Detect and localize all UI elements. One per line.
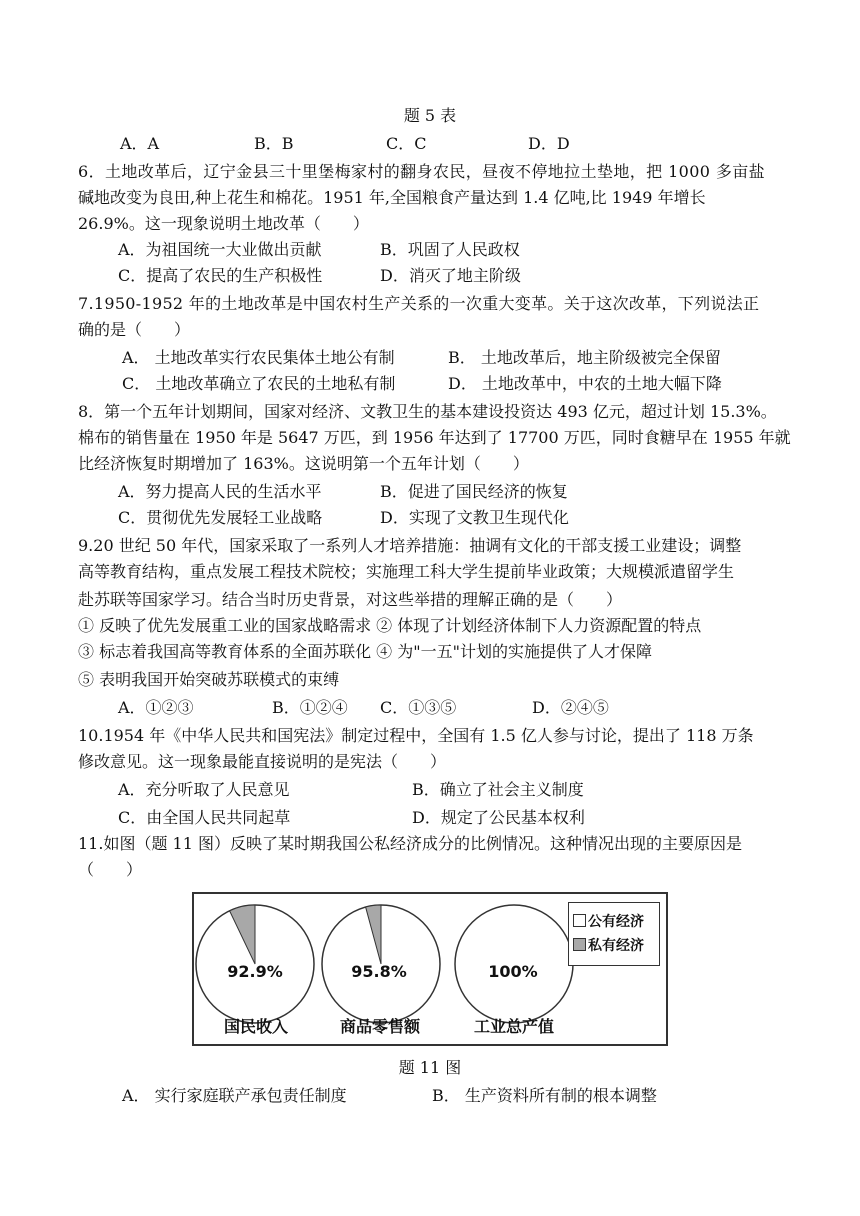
question-text: 赴苏联等国家学习。结合当时历史背景，对这些举措的理解正确的是（ ） bbox=[78, 590, 623, 609]
legend-label: 公有经济 bbox=[588, 914, 644, 930]
question-text: （ ） bbox=[78, 860, 143, 879]
pie-value-label: 95.8% bbox=[351, 962, 407, 981]
statement-line: ③ 标志着我国高等教育体系的全面苏联化 ④ 为"一五"计划的实施提供了人才保障 bbox=[78, 642, 652, 661]
legend-swatch bbox=[573, 914, 586, 927]
option-c: C．提高了农民的生产积极性 bbox=[118, 266, 323, 285]
question-text: 10.1954 年《中华人民共和国宪法》制定过程中，全国有 1.5 亿人参与讨论，提出了 118 万条 bbox=[78, 726, 754, 745]
figure-caption: 题 11 图 bbox=[398, 1058, 462, 1077]
question-text: 8．第一个五年计划期间，国家对经济、文教卫生的基本建设投资达 493 亿元，超过计划 15.3%。 bbox=[78, 402, 777, 421]
option-d: D．消灭了地主阶级 bbox=[380, 266, 521, 285]
option-a: A． 土地改革实行农民集体土地公有制 bbox=[122, 348, 395, 367]
option-b: B．确立了社会主义制度 bbox=[412, 780, 584, 799]
option-b: B．B bbox=[254, 134, 294, 153]
question-text: 高等教育结构，重点发展工程技术院校；实施理工科大学生提前毕业政策；大规模派遣留学生 bbox=[78, 562, 735, 581]
question-text: 11.如图（题 11 图）反映了某时期我国公私经济成分的比例情况。这种情况出现的主要原因是 bbox=[78, 834, 742, 853]
table-caption-q5: 题 5 表 bbox=[403, 106, 457, 125]
option-b: B．巩固了人民政权 bbox=[380, 240, 520, 259]
option-b: B．促进了国民经济的恢复 bbox=[380, 482, 568, 501]
question-text: 确的是（ ） bbox=[78, 320, 191, 339]
option-b: B． 土地改革后，地主阶级被完全保留 bbox=[448, 348, 721, 367]
option-a: A． 实行家庭联产承包责任制度 bbox=[122, 1086, 347, 1105]
option-b: B．①②④ bbox=[272, 698, 348, 717]
pie-category-label: 工业总产值 bbox=[473, 1017, 554, 1036]
pie-category-label: 商品零售额 bbox=[339, 1017, 420, 1036]
pie-chart-figure bbox=[192, 892, 668, 1046]
pie-value-label: 92.9% bbox=[227, 962, 283, 981]
option-c: C．C bbox=[386, 134, 427, 153]
legend-item-public bbox=[573, 911, 644, 933]
question-text: 9.20 世纪 50 年代，国家采取了一系列人才培养措施：抽调有文化的干部支援工业建设；调整 bbox=[78, 536, 742, 555]
statement-line: ① 反映了优先发展重工业的国家战略需求 ② 体现了计划经济体制下人力资源配置的特点 bbox=[78, 616, 702, 635]
question-text: 26.9%。这一现象说明土地改革（ ） bbox=[78, 214, 369, 233]
legend-item-private bbox=[573, 935, 644, 957]
question-text: 比经济恢复时期增加了 163%。这说明第一个五年计划（ ） bbox=[78, 454, 529, 473]
question-text: 修改意见。这一现象最能直接说明的是宪法（ ） bbox=[78, 752, 447, 771]
option-d: D．②④⑤ bbox=[532, 698, 609, 717]
pie-category-label: 国民收入 bbox=[223, 1017, 288, 1036]
chart-legend bbox=[568, 902, 660, 966]
question-text: 碱地改变为良田,种上花生和棉花。1951 年,全国粮食产量达到 1.4 亿吨,比 1949 年增长 bbox=[78, 188, 706, 207]
option-c: C． 土地改革确立了农民的土地私有制 bbox=[122, 374, 396, 393]
option-c: C．①③⑤ bbox=[380, 698, 457, 717]
question-text: 7.1950-1952 年的土地改革是中国农村生产关系的一次重大变革。关于这次改革，下列说法正 bbox=[78, 294, 760, 313]
option-a: A．①②③ bbox=[118, 698, 194, 717]
option-a: A．A bbox=[120, 134, 160, 153]
option-a: A．充分听取了人民意见 bbox=[118, 780, 290, 799]
legend-label: 私有经济 bbox=[588, 938, 644, 954]
legend-swatch bbox=[573, 938, 586, 951]
option-d: D．规定了公民基本权利 bbox=[412, 808, 585, 827]
statement-line: ⑤ 表明我国开始突破苏联模式的束缚 bbox=[78, 670, 340, 689]
option-d: D．D bbox=[528, 134, 570, 153]
option-c: C．由全国人民共同起草 bbox=[118, 808, 291, 827]
option-d: D．实现了文教卫生现代化 bbox=[380, 508, 569, 527]
option-d: D． 土地改革中，中农的土地大幅下降 bbox=[448, 374, 722, 393]
option-a: A．为祖国统一大业做出贡献 bbox=[118, 240, 322, 259]
question-text: 6．土地改革后，辽宁金县三十里堡梅家村的翻身农民，昼夜不停地拉土垫地，把 1000 多亩盐 bbox=[78, 162, 766, 181]
question-text: 棉布的销售量在 1950 年是 5647 万匹，到 1956 年达到了 17700 万匹，同时食糖早在 1955 年就 bbox=[78, 428, 791, 447]
option-c: C．贯彻优先发展轻工业战略 bbox=[118, 508, 323, 527]
option-b: B． 生产资料所有制的根本调整 bbox=[432, 1086, 657, 1105]
option-a: A．努力提高人民的生活水平 bbox=[118, 482, 322, 501]
pie-value-label: 100% bbox=[488, 962, 538, 981]
